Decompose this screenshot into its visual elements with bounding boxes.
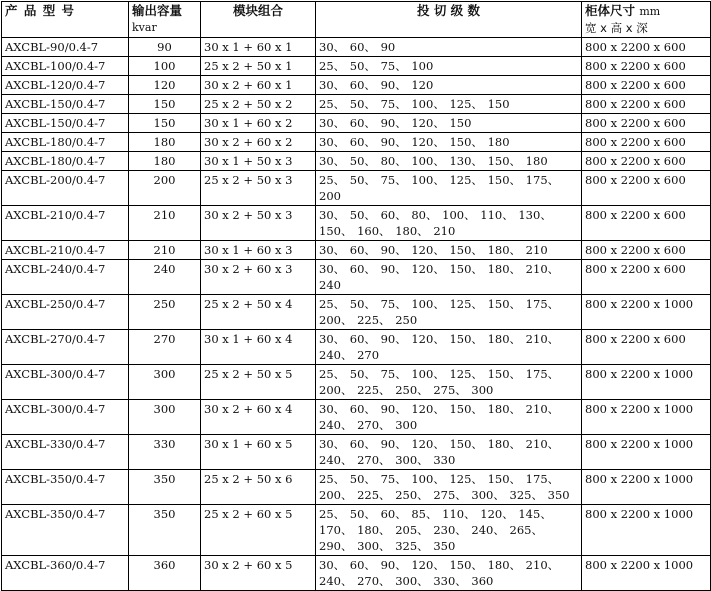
cell-model: AXCBL-350/0.4-7 [2, 505, 129, 556]
cell-switching-steps: 25、 50、 75、 100、 125、 150、 175、 200、 225、 250 [316, 295, 582, 330]
cell-module-combo: 25 x 2 + 50 x 6 [201, 470, 316, 505]
cell-capacity: 270 [129, 330, 201, 365]
table-row [2, 38, 711, 57]
cell-cabinet-size: 800 x 2200 x 600 [582, 38, 711, 57]
cell-cabinet-size: 800 x 2200 x 1000 [582, 435, 711, 470]
cell-cabinet-size: 800 x 2200 x 1000 [582, 505, 711, 556]
table-row [2, 295, 711, 330]
table-row [2, 365, 711, 400]
cell-capacity: 300 [129, 400, 201, 435]
table-body [2, 38, 711, 591]
cell-capacity: 250 [129, 295, 201, 330]
capacitor-spec-table [1, 1, 711, 591]
cell-model: AXCBL-180/0.4-7 [2, 152, 129, 171]
header-row [2, 2, 711, 38]
cell-capacity: 120 [129, 76, 201, 95]
cell-switching-steps: 30、 60、 90、 120、 150、 180、 210、 240、 270 [316, 330, 582, 365]
header-size-label: 柜体尺寸 [585, 3, 636, 18]
cell-capacity: 150 [129, 114, 201, 133]
table-row [2, 470, 711, 505]
cell-capacity: 180 [129, 152, 201, 171]
cell-switching-steps: 30、 50、 60、 80、 100、 110、 130、 150、 160、 180、 210 [316, 206, 582, 241]
cell-module-combo: 30 x 1 + 60 x 2 [201, 114, 316, 133]
cell-model: AXCBL-330/0.4-7 [2, 435, 129, 470]
cell-switching-steps: 30、 50、 80、 100、 130、 150、 180 [316, 152, 582, 171]
table-row [2, 241, 711, 260]
cell-model: AXCBL-240/0.4-7 [2, 260, 129, 295]
header-capacity-unit: kvar [132, 21, 157, 34]
table-row [2, 505, 711, 556]
table-row [2, 556, 711, 591]
cell-cabinet-size: 800 x 2200 x 1000 [582, 400, 711, 435]
cell-switching-steps: 30、 60、 90、 120、 150、 180、 210 [316, 241, 582, 260]
table-row [2, 400, 711, 435]
cell-switching-steps: 30、 60、 90、 120、 150、 180、 210、 240、 270、 300、 330 [316, 435, 582, 470]
cell-switching-steps: 25、 50、 75、 100、 125、 150 [316, 95, 582, 114]
cell-model: AXCBL-210/0.4-7 [2, 206, 129, 241]
cell-capacity: 90 [129, 38, 201, 57]
table-row [2, 330, 711, 365]
cell-switching-steps: 25、 50、 75、 100、 125、 150、 175、 200、 225、 250、 275、 300 [316, 365, 582, 400]
cell-module-combo: 25 x 2 + 50 x 3 [201, 171, 316, 206]
cell-capacity: 360 [129, 556, 201, 591]
cell-module-combo: 30 x 2 + 50 x 3 [201, 206, 316, 241]
cell-cabinet-size: 800 x 2200 x 600 [582, 260, 711, 295]
cell-cabinet-size: 800 x 2200 x 600 [582, 95, 711, 114]
table-row [2, 171, 711, 206]
cell-module-combo: 30 x 1 + 60 x 1 [201, 38, 316, 57]
table-row [2, 260, 711, 295]
cell-module-combo: 25 x 2 + 50 x 1 [201, 57, 316, 76]
cell-model: AXCBL-100/0.4-7 [2, 57, 129, 76]
cell-model: AXCBL-150/0.4-7 [2, 114, 129, 133]
cell-model: AXCBL-300/0.4-7 [2, 400, 129, 435]
cell-model: AXCBL-210/0.4-7 [2, 241, 129, 260]
cell-capacity: 350 [129, 505, 201, 556]
cell-module-combo: 30 x 2 + 60 x 2 [201, 133, 316, 152]
cell-switching-steps: 30、 60、 90、 120、 150、 180、 210、 240、 270、 300 [316, 400, 582, 435]
cell-switching-steps: 25、 50、 60、 85、 110、 120、 145、 170、 180、 205、 230、 240、 265、 290、 300、 325、 350 [316, 505, 582, 556]
cell-module-combo: 25 x 2 + 50 x 2 [201, 95, 316, 114]
cell-cabinet-size: 800 x 2200 x 600 [582, 57, 711, 76]
cell-module-combo: 30 x 2 + 60 x 3 [201, 260, 316, 295]
cell-switching-steps: 30、 60、 90、 120、 150、 180、 210、 240 [316, 260, 582, 295]
cell-switching-steps: 25、 50、 75、 100 [316, 57, 582, 76]
table-row [2, 114, 711, 133]
cell-switching-steps: 30、 60、 90 [316, 38, 582, 57]
cell-module-combo: 25 x 2 + 50 x 5 [201, 365, 316, 400]
cell-module-combo: 30 x 1 + 60 x 3 [201, 241, 316, 260]
cell-model: AXCBL-180/0.4-7 [2, 133, 129, 152]
cell-capacity: 100 [129, 57, 201, 76]
cell-cabinet-size: 800 x 2200 x 600 [582, 241, 711, 260]
cell-switching-steps: 25、 50、 75、 100、 125、 150、 175、 200、 225、 250、 275、 300、 325、 350 [316, 470, 582, 505]
cell-cabinet-size: 800 x 2200 x 600 [582, 152, 711, 171]
table-row [2, 206, 711, 241]
header-size-dims: 宽 x 高 x 深 [585, 21, 648, 35]
cell-cabinet-size: 800 x 2200 x 1000 [582, 470, 711, 505]
cell-capacity: 210 [129, 206, 201, 241]
cell-switching-steps: 30、 60、 90、 120 [316, 76, 582, 95]
cell-model: AXCBL-150/0.4-7 [2, 95, 129, 114]
cell-capacity: 210 [129, 241, 201, 260]
cell-module-combo: 30 x 2 + 60 x 1 [201, 76, 316, 95]
cell-capacity: 150 [129, 95, 201, 114]
cell-cabinet-size: 800 x 2200 x 1000 [582, 556, 711, 591]
cell-capacity: 330 [129, 435, 201, 470]
table-row [2, 133, 711, 152]
table-row [2, 95, 711, 114]
cell-cabinet-size: 800 x 2200 x 600 [582, 133, 711, 152]
cell-module-combo: 30 x 2 + 60 x 4 [201, 400, 316, 435]
header-capacity [129, 2, 201, 38]
cell-module-combo: 30 x 1 + 60 x 5 [201, 435, 316, 470]
cell-cabinet-size: 800 x 2200 x 600 [582, 330, 711, 365]
table-row [2, 435, 711, 470]
table-header [2, 2, 711, 38]
cell-model: AXCBL-250/0.4-7 [2, 295, 129, 330]
cell-model: AXCBL-200/0.4-7 [2, 171, 129, 206]
cell-capacity: 180 [129, 133, 201, 152]
cell-cabinet-size: 800 x 2200 x 600 [582, 76, 711, 95]
cell-switching-steps: 25、 50、 75、 100、 125、 150、 175、 200 [316, 171, 582, 206]
cell-module-combo: 30 x 1 + 60 x 4 [201, 330, 316, 365]
header-capacity-label: 输出容量 [132, 3, 183, 18]
cell-module-combo: 25 x 2 + 60 x 5 [201, 505, 316, 556]
cell-model: AXCBL-120/0.4-7 [2, 76, 129, 95]
cell-capacity: 350 [129, 470, 201, 505]
cell-module-combo: 30 x 2 + 60 x 5 [201, 556, 316, 591]
cell-cabinet-size: 800 x 2200 x 600 [582, 171, 711, 206]
cell-capacity: 300 [129, 365, 201, 400]
table-row [2, 57, 711, 76]
table-row [2, 76, 711, 95]
cell-module-combo: 30 x 1 + 50 x 3 [201, 152, 316, 171]
cell-cabinet-size: 800 x 2200 x 1000 [582, 365, 711, 400]
cell-model: AXCBL-270/0.4-7 [2, 330, 129, 365]
cell-model: AXCBL-350/0.4-7 [2, 470, 129, 505]
cell-model: AXCBL-90/0.4-7 [2, 38, 129, 57]
cell-capacity: 240 [129, 260, 201, 295]
cell-cabinet-size: 800 x 2200 x 600 [582, 114, 711, 133]
cell-switching-steps: 30、 60、 90、 120、 150、 180、 210、 240、 270、 300、 330、 360 [316, 556, 582, 591]
cell-cabinet-size: 800 x 2200 x 1000 [582, 295, 711, 330]
cell-switching-steps: 30、 60、 90、 120、 150 [316, 114, 582, 133]
cell-capacity: 200 [129, 171, 201, 206]
header-steps: 投 切 级 数 [316, 2, 582, 38]
table-row [2, 152, 711, 171]
header-model: 产 品 型 号 [2, 2, 129, 38]
header-combo: 模块组合 [201, 2, 316, 38]
cell-model: AXCBL-360/0.4-7 [2, 556, 129, 591]
cell-switching-steps: 30、 60、 90、 120、 150、 180 [316, 133, 582, 152]
header-size [582, 2, 711, 38]
cell-module-combo: 25 x 2 + 50 x 4 [201, 295, 316, 330]
header-size-unit: mm [639, 5, 661, 18]
cell-cabinet-size: 800 x 2200 x 600 [582, 206, 711, 241]
cell-model: AXCBL-300/0.4-7 [2, 365, 129, 400]
